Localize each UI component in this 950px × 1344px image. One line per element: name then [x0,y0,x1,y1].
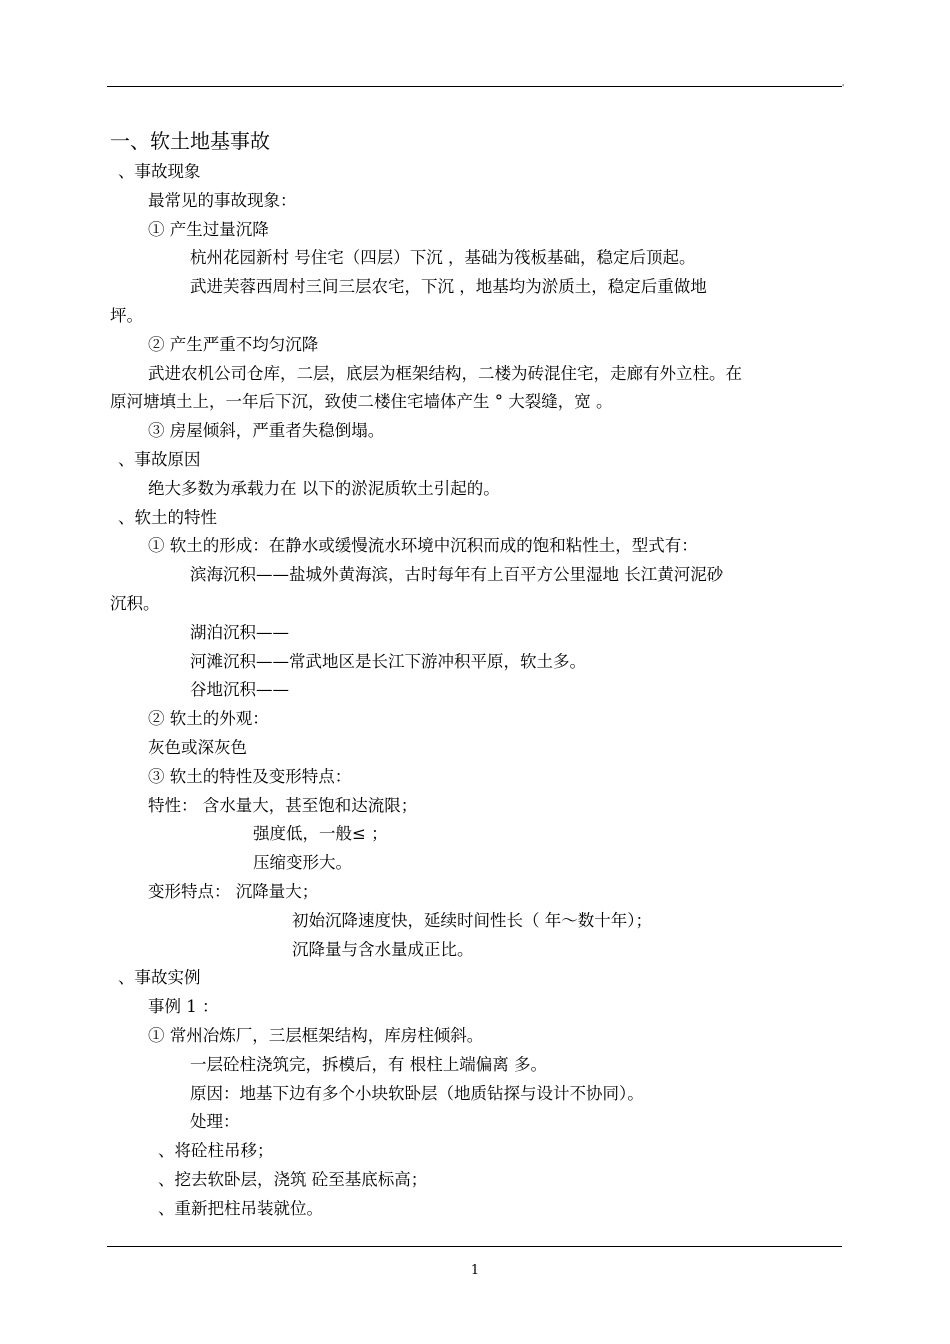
text-line: 杭州花园新村 号住宅（四层）下沉 ，基础为筏板基础，稳定后顶起。 [190,248,696,268]
text-line: ① 产生过量沉降 [148,219,269,239]
text-line: 、软土的特性 [118,507,217,527]
text-line: ③ 软土的特性及变形特点： [148,766,352,786]
text-line: 事例 1 ： [148,997,219,1017]
text-line: 绝大多数为承载力在 以下的淤泥质软土引起的。 [148,478,500,498]
text-line: 、挖去软卧层，浇筑 砼至基底标高； [158,1169,428,1189]
page-number: 1 [470,1263,480,1278]
text-line: 原河塘填土上，一年后下沉，致使二楼住宅墙体产生 ° 大裂缝，宽 。 [110,392,613,412]
text-line: ① 软土的形成：在静水或缓慢流水环境中沉积而成的饱和粘性土，型式有： [148,536,698,556]
text-line: 沉降量与含水量成正比。 [292,939,474,959]
text-line: 滨海沉积——盐城外黄海滨，古时每年有上百平方公里湿地 长江黄河泥砂 [190,565,724,585]
text-line: 最常见的事故现象： [148,190,297,210]
corner-mark: ' [842,83,845,92]
text-line: 武进农机公司仓库，二层，底层为框架结构，二楼为砖混住宅，走廊有外立柱。在 [148,363,742,383]
text-line: 河滩沉积——常武地区是长江下游冲积平原，软土多。 [190,651,586,671]
text-line: ③ 房屋倾斜，严重者失稳倒塌。 [148,421,385,441]
text-line: 湖泊沉积—— [190,622,289,642]
text-line: 、事故实例 [118,968,201,988]
text-line: 一层砼柱浇筑完，拆模后，有 根柱上端偏离 多。 [190,1054,547,1074]
text-line: 处理： [190,1112,240,1132]
text-line: 灰色或深灰色 [148,737,247,757]
footer-rule [107,1246,842,1247]
text-line: 、将砼柱吊移； [158,1141,274,1161]
text-line: 、事故原因 [118,449,201,469]
text-line: ② 软土的外观： [148,709,269,729]
header-rule [107,86,842,87]
section-heading: 一、软土地基事故 [110,129,270,153]
text-line: 、重新把柱吊装就位。 [158,1198,323,1218]
text-line: 原因：地基下边有多个小块软卧层（地质钻探与设计不协同）。 [190,1083,644,1103]
text-line: 沉积。 [110,593,160,613]
text-line: ① 常州冶炼厂，三层框架结构，库房柱倾斜。 [148,1025,484,1045]
text-line: 特性： 含水量大，甚至饱和达流限； [148,795,418,815]
text-line: 初始沉降速度快，延续时间性长（ 年～数十年）； [292,910,652,930]
text-line: 强度低，一般≤ ； [253,824,388,844]
text-line: ② 产生严重不均匀沉降 [148,334,319,354]
document-body [110,124,840,1223]
text-line: 坪。 [110,305,143,325]
text-line: 、事故现象 [118,162,201,181]
body-lines [110,158,840,1223]
text-line: 变形特点： 沉降量大； [148,881,319,901]
text-line: 压缩变形大。 [253,853,352,873]
text-line: 谷地沉积—— [190,680,289,700]
text-line: 武进芙蓉西周村三间三层农宅，下沉 ，地基均为淤质土，稳定后重做地 [190,277,707,297]
